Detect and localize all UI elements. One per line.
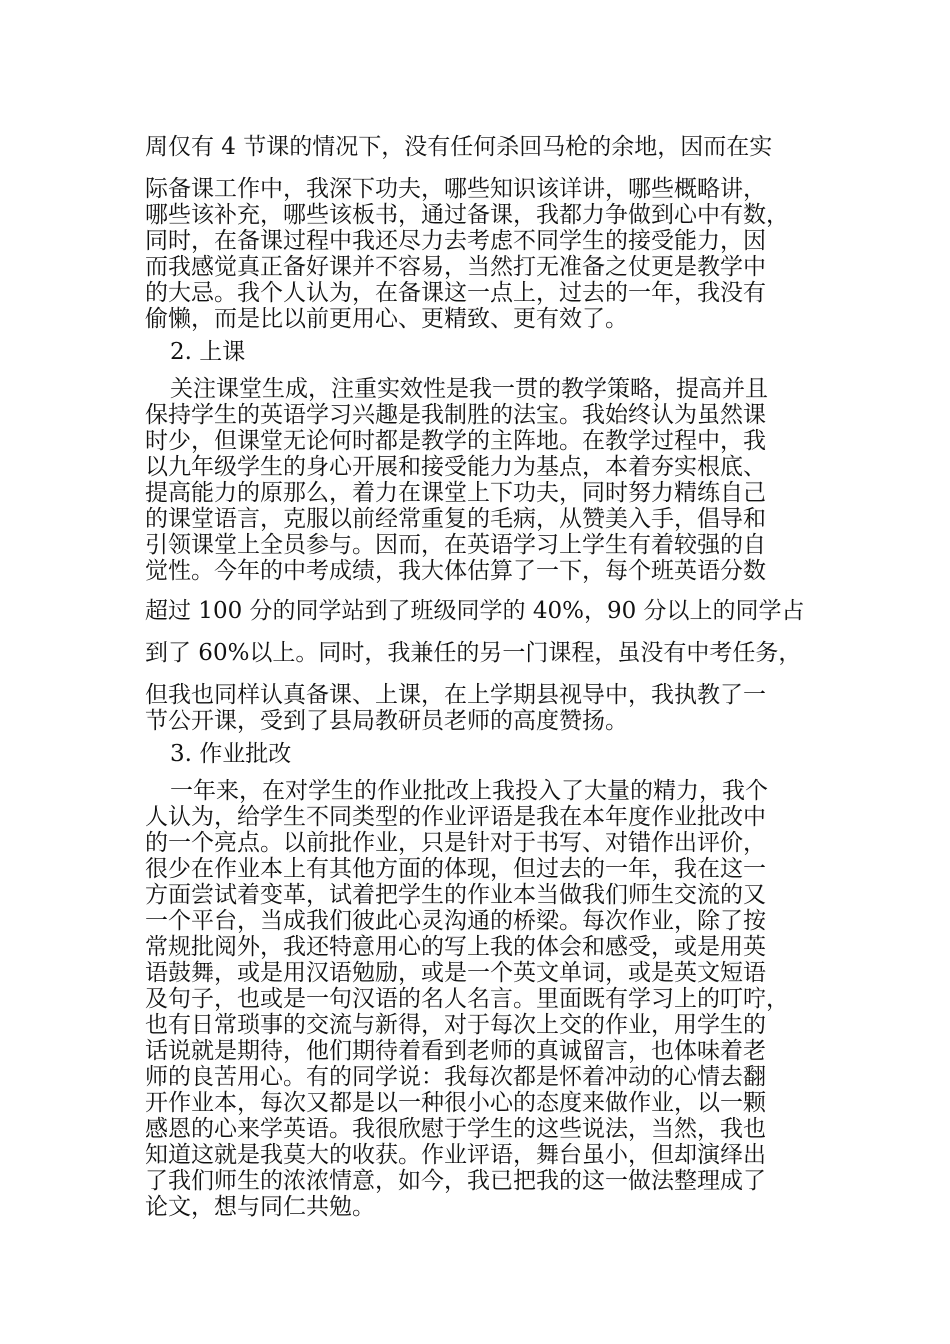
paragraph-line: 节公开课，受到了县局教研员老师的高度赞扬。 <box>145 708 628 734</box>
paragraph-line: 际备课工作中，我深下功夫，哪些知识该详讲，哪些概略讲， <box>145 176 766 202</box>
paragraph-line: 师的良苦用心。有的同学说：我每次都是怀着冲动的心情去翻 <box>145 1064 766 1090</box>
paragraph-line: 时少，但课堂无论何时都是教学的主阵地。在教学过程中，我 <box>145 428 766 454</box>
paragraph-line: 一年来，在对学生的作业批改上我投入了大量的精力，我个 <box>170 778 768 804</box>
paragraph-line: 的大忌。我个人认为，在备课这一点上，过去的一年，我没有 <box>145 280 766 306</box>
paragraph-line: 哪些该补充，哪些该板书，通过备课，我都力争做到心中有数， <box>145 202 789 228</box>
paragraph-line: 的一个亮点。以前批作业，只是针对于书写、对错作出评价， <box>145 830 766 856</box>
paragraph-line: 但我也同样认真备课、上课，在上学期县视导中，我执教了一 <box>145 682 766 708</box>
paragraph-line: 偷懒，而是比以前更用心、更精致、更有效了。 <box>145 306 628 332</box>
section-heading-homework: 3. 作业批改 <box>170 741 292 767</box>
section-heading-class: 2. 上课 <box>170 339 246 365</box>
paragraph-line: 周仅有 4 节课的情况下，没有任何杀回马枪的余地，因而在实 <box>145 134 773 160</box>
paragraph-line: 方面尝试着变革，试着把学生的作业本当做我们师生交流的又 <box>145 882 766 908</box>
paragraph-line: 知道这就是我莫大的收获。作业评语，舞台虽小，但却演绎出 <box>145 1142 766 1168</box>
paragraph-line: 保持学生的英语学习兴趣是我制胜的法宝。我始终认为虽然课 <box>145 402 766 428</box>
paragraph-line: 话说就是期待，他们期待着看到老师的真诚留言，也体味着老 <box>145 1038 766 1064</box>
paragraph-line: 同时，在备课过程中我还尽力去考虑不同学生的接受能力，因 <box>145 228 766 254</box>
paragraph-line: 而我感觉真正备好课并不容易，当然打无准备之仗更是教学中 <box>145 254 766 280</box>
paragraph-line: 提高能力的原那么，着力在课堂上下功夫，同时努力精练自己 <box>145 480 766 506</box>
paragraph-line: 觉性。今年的中考成绩，我大体估算了一下，每个班英语分数 <box>145 558 766 584</box>
paragraph-line: 很少在作业本上有其他方面的体现，但过去的一年，我在这一 <box>145 856 766 882</box>
paragraph-line: 感恩的心来学英语。我很欣慰于学生的这些说法，当然，我也 <box>145 1116 766 1142</box>
paragraph-line: 常规批阅外，我还特意用心的写上我的体会和感受，或是用英 <box>145 934 766 960</box>
paragraph-line: 关注课堂生成，注重实效性是我一贯的教学策略，提高并且 <box>170 376 768 402</box>
paragraph-line: 到了 60%以上。同时，我兼任的另一门课程，虽没有中考任务， <box>145 640 802 666</box>
paragraph-line: 的课堂语言，克服以前经常重复的毛病，从赞美入手，倡导和 <box>145 506 766 532</box>
paragraph-line: 开作业本，每次又都是以一种很小心的态度来做作业，以一颗 <box>145 1090 766 1116</box>
paragraph-line: 超过 100 分的同学站到了班级同学的 40%，90 分以上的同学占 <box>145 598 805 624</box>
paragraph-line: 及句子，也或是一句汉语的名人名言。里面既有学习上的叮咛， <box>145 986 789 1012</box>
paragraph-line: 了我们师生的浓浓情意，如今，我已把我的这一做法整理成了 <box>145 1168 766 1194</box>
paragraph-line: 论文，想与同仁共勉。 <box>145 1194 375 1220</box>
paragraph-line: 引领课堂上全员参与。因而，在英语学习上学生有着较强的自 <box>145 532 766 558</box>
paragraph-line: 以九年级学生的身心开展和接受能力为基点，本着夯实根底、 <box>145 454 766 480</box>
paragraph-line: 人认为，给学生不同类型的作业评语是我在本年度作业批改中 <box>145 804 766 830</box>
paragraph-line: 也有日常琐事的交流与新得，对于每次上交的作业，用学生的 <box>145 1012 766 1038</box>
paragraph-line: 语鼓舞，或是用汉语勉励，或是一个英文单词，或是英文短语 <box>145 960 766 986</box>
paragraph-line: 一个平台，当成我们彼此心灵沟通的桥梁。每次作业，除了按 <box>145 908 766 934</box>
